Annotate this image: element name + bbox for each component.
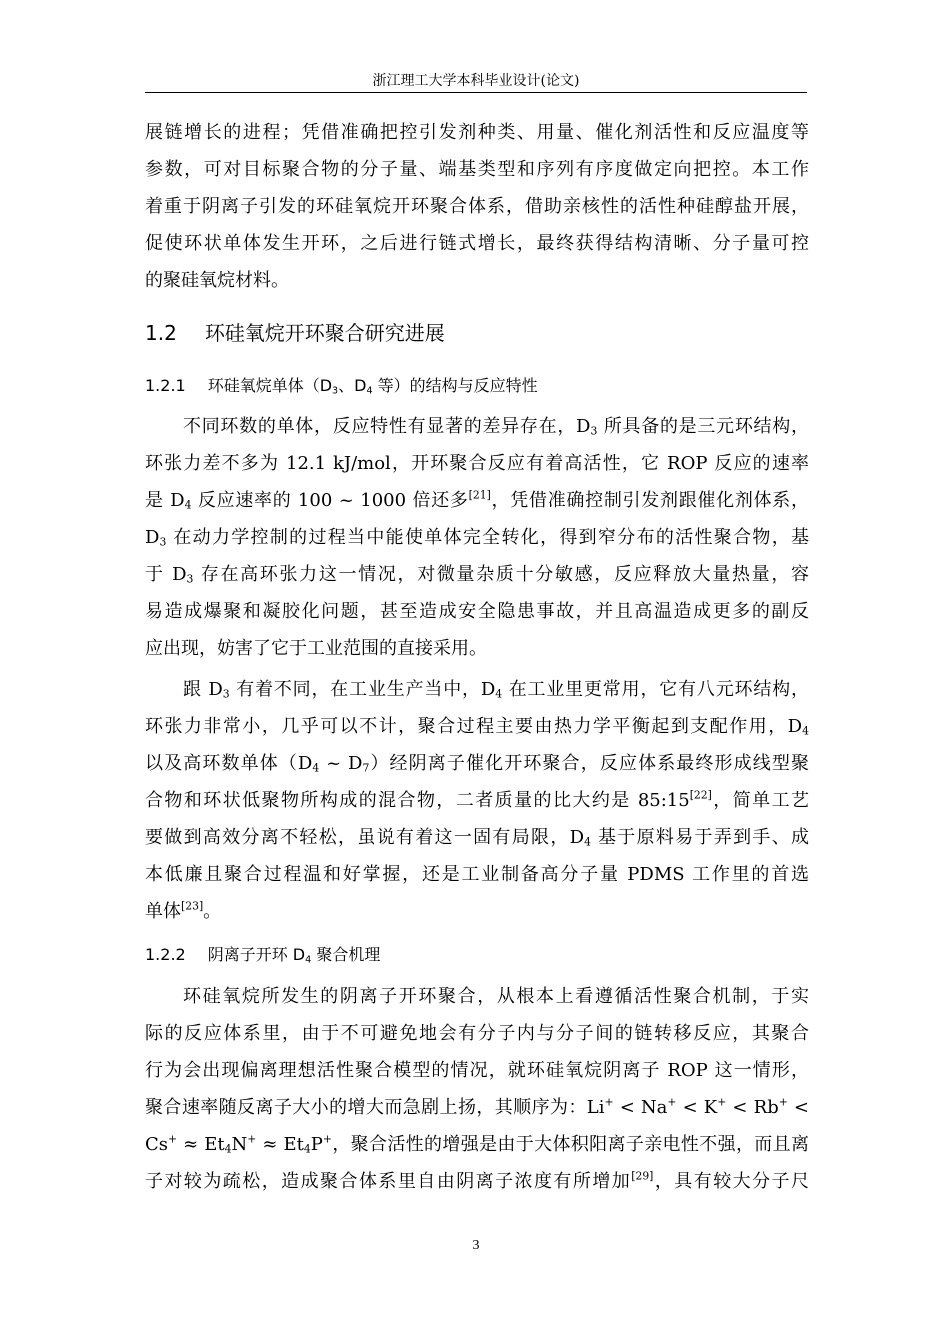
text-run: 聚合速率随反离子大小的增大而急剧上扬，其顺序为：Li	[145, 1097, 605, 1118]
text-run: 在动力学控制的过程当中能使单体完全转化，得到窄分布的活性聚合物，基	[166, 527, 809, 548]
text-run: ≈ Et	[177, 1134, 225, 1155]
text-run: 环张力非常小，几乎可以不计，聚合过程主要由热力学平衡起到支配作用，D	[145, 716, 803, 737]
subscript: 4	[184, 498, 192, 512]
text-run: D	[145, 527, 160, 548]
paragraph-d4	[145, 671, 809, 930]
header-rule	[145, 92, 807, 93]
text-line	[145, 819, 809, 856]
running-header: 浙江理工大学本科毕业设计(论文)	[372, 73, 580, 89]
subscript: 3	[590, 424, 598, 438]
text-run: 合物和环状低聚物所构成的混合物，二者质量的比大约是 85:15	[145, 790, 690, 811]
text-run: 要做到高效分离不轻松，虽说有着这一固有局限，D	[145, 827, 585, 848]
text-run: < Rb	[726, 1097, 779, 1118]
subscript: 4	[495, 687, 503, 701]
text-line: 着重于阴离子引发的环硅氧烷开环聚合体系，借助亲核性的活性种硅醇盐开展，	[145, 196, 809, 217]
subsection-number: 1.2.2	[145, 945, 186, 964]
subsection-number: 1.2.1	[145, 376, 186, 395]
text-line: 行为会出现偏离理想活性聚合模型的情况，就环硅氧烷阴离子 ROP 这一情形，	[145, 1060, 809, 1081]
text-line	[145, 1163, 809, 1200]
text-line	[145, 745, 809, 782]
section-heading-1-2	[145, 313, 809, 353]
text-run: 有着不同，在工业生产当中，D	[229, 679, 496, 700]
text-run: Cs	[145, 1134, 169, 1155]
subscript: 7	[362, 761, 370, 775]
superscript: +	[247, 1132, 257, 1146]
section-title: 环硅氧烷开环聚合研究进展	[204, 321, 445, 345]
text-run: 跟 D	[183, 679, 223, 700]
text-run: ~ D	[319, 753, 363, 774]
superscript: +	[778, 1095, 788, 1109]
intro-paragraph	[145, 114, 809, 299]
section-number: 1.2	[145, 321, 177, 345]
text-line: 本低廉且聚合过程温和好掌握，还是工业制备高分子量 PDMS 工作里的首选	[145, 864, 809, 885]
text-run: ）经阴离子催化开环聚合，反应体系最终形成线型聚	[369, 753, 809, 774]
subscript: 4	[312, 761, 320, 775]
text-line: 促使环状单体发生开环，之后进行链式增长，最终获得结构清晰、分子量可控	[145, 233, 809, 254]
text-line: 际的反应体系里，由于不可避免地会有分子内与分子间的链转移反应，其聚合	[145, 1023, 809, 1044]
text-line	[145, 708, 809, 745]
text-run: ≈ Et	[256, 1134, 304, 1155]
text-line: 的聚硅氧烷材料。	[145, 270, 289, 291]
subscript: 4	[303, 1142, 311, 1156]
subsection-title: 阴离子开环 D	[207, 945, 306, 964]
subsection-title-part: 聚合机理	[311, 945, 381, 964]
text-line	[145, 482, 809, 519]
subsection-title-part: 等）的结构与反应特性	[372, 376, 538, 395]
text-run: 基于原料易于弄到手、成	[590, 827, 809, 848]
text-line: 应出现，妨害了它于工业范围的直接采用。	[145, 638, 487, 659]
text-run: 单体	[145, 901, 181, 922]
text-run: 以及高环数单体（D	[145, 753, 313, 774]
text-run: 所具备的是三元环结构，	[597, 416, 809, 437]
text-run: < Na	[613, 1097, 668, 1118]
subscript: 3	[159, 535, 167, 549]
subscript: 4	[305, 954, 312, 966]
text-run: 子对较为疏松，造成聚合体系里自由阴离子浓度有所增加	[145, 1171, 632, 1192]
superscript: +	[322, 1132, 332, 1146]
text-run: 存在高环张力这一情况，对微量杂质十分敏感，反应释放大量热量，容	[193, 564, 809, 585]
text-run: 在工业里更常用，它有八元环结构，	[502, 679, 809, 700]
paragraph-mechanism	[145, 978, 809, 1200]
page-number: 3	[472, 1238, 480, 1253]
text-run: 是 D	[145, 490, 185, 511]
text-line	[145, 408, 809, 445]
text-run: 反应速率的 100 ~ 1000 倍还多	[191, 490, 469, 511]
text-line	[145, 1126, 809, 1163]
text-run: 于 D	[145, 564, 187, 585]
text-line	[145, 782, 809, 819]
subscript: 4	[802, 724, 809, 738]
subsection-title-part: 、D	[338, 376, 367, 395]
text-line: 参数，可对目标聚合物的分子量、端基类型和序列有序度做定向把控。本工作	[145, 159, 809, 180]
text-run: 不同环数的单体，反应特性有显著的差异存在，D	[183, 416, 591, 437]
subscript: 3	[222, 687, 230, 701]
paragraph-d3	[145, 408, 809, 667]
superscript: +	[604, 1095, 614, 1109]
citation-ref: [29]	[631, 1169, 654, 1183]
text-run: < K	[676, 1097, 718, 1118]
text-run: N	[231, 1134, 248, 1155]
section-heading-1-2-1	[145, 368, 809, 404]
text-line	[145, 519, 809, 556]
text-run: ，简单工艺	[711, 790, 809, 811]
text-run: 。	[203, 901, 222, 922]
text-line: 易造成爆聚和凝胶化问题，甚至造成安全隐患事故，并且高温造成更多的副反	[145, 601, 809, 622]
superscript: +	[717, 1095, 727, 1109]
text-run: P	[310, 1134, 323, 1155]
text-line	[145, 893, 809, 930]
section-heading-1-2-2	[145, 937, 809, 973]
subscript: 4	[366, 385, 373, 397]
text-run: <	[787, 1097, 809, 1118]
superscript: +	[667, 1095, 677, 1109]
text-line: 环张力差不多为 12.1 kJ/mol，开环聚合反应有着高活性，它 ROP 反应的速率	[145, 453, 809, 474]
subscript: 3	[332, 385, 339, 397]
superscript: +	[168, 1132, 178, 1146]
citation-ref: [23]	[181, 899, 204, 913]
text-line	[145, 556, 809, 593]
subsection-title: 环硅氧烷单体（D	[207, 376, 333, 395]
subscript: 4	[224, 1142, 232, 1156]
text-run: ，聚合活性的增强是由于大体积阳离子亲电性不强，而且离	[331, 1134, 809, 1155]
citation-ref: [21]	[468, 488, 491, 502]
text-run: ，具有较大分子尺	[653, 1171, 809, 1192]
text-line	[145, 671, 809, 708]
text-line: 展链增长的进程；凭借准确把控引发剂种类、用量、催化剂活性和反应温度等	[145, 122, 809, 143]
text-run: ，凭借准确控制引发剂跟催化剂体系，	[490, 490, 809, 511]
text-line	[145, 1089, 809, 1126]
subscript: 3	[186, 572, 194, 586]
subscript: 4	[584, 835, 591, 849]
text-line: 环硅氧烷所发生的阴离子开环聚合，从根本上看遵循活性聚合机制，于实	[183, 986, 809, 1007]
citation-ref: [22]	[689, 788, 712, 802]
